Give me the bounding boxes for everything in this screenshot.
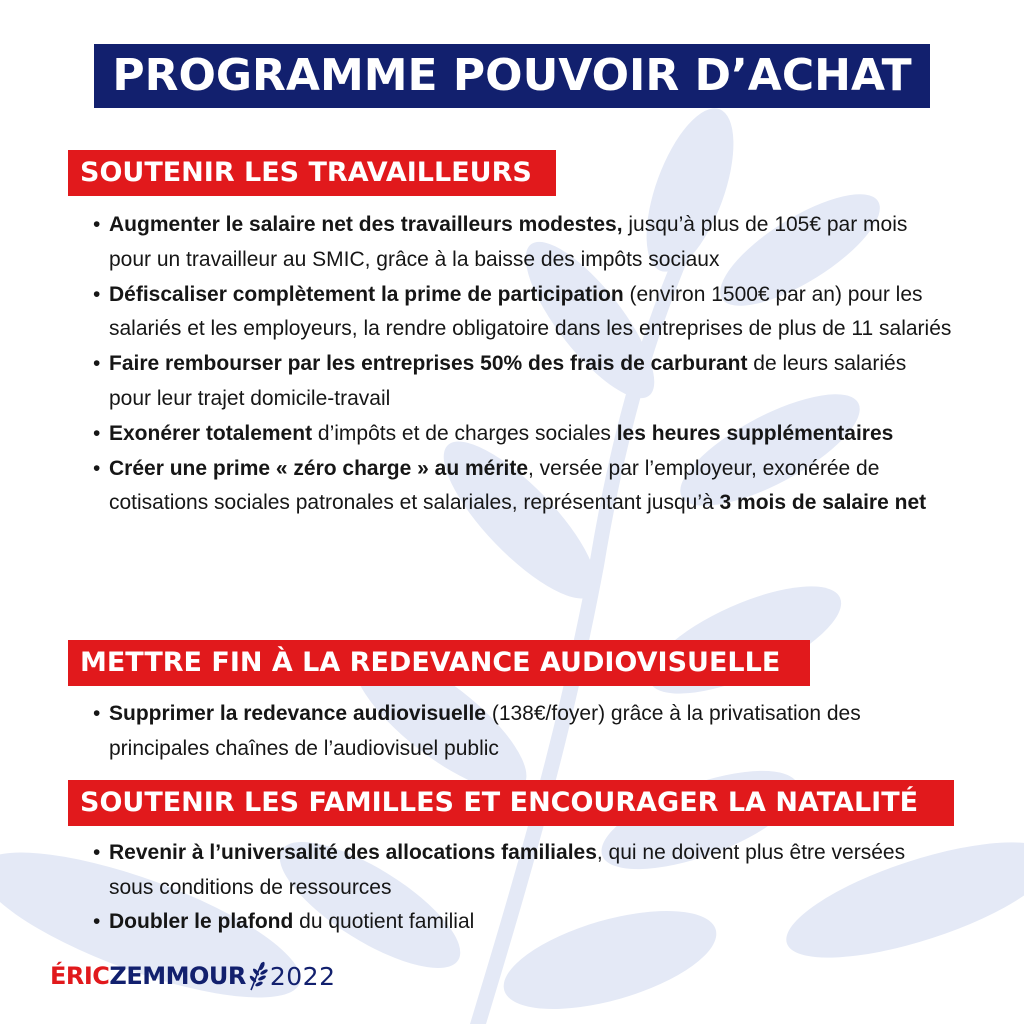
item-text: de leurs salariés pour leur trajet domicile-travail (109, 352, 907, 410)
list-item (92, 905, 952, 940)
list-item (92, 278, 952, 347)
item-bold: Créer une prime « zéro charge » au mérite (109, 456, 529, 480)
item-text: du quotient familial (293, 910, 475, 933)
item-bold-end: 3 mois de salaire net (719, 491, 927, 514)
section-heading-redevance: METTRE FIN À LA REDEVANCE AUDIOVISUELLE (68, 640, 810, 686)
bullet-list-redevance (92, 697, 952, 766)
list-item (92, 417, 952, 452)
item-text: (138€/foyer) grâce à la privatisation des principales chaînes de l’audiovisuel public (109, 702, 861, 760)
item-bold: Défiscaliser complètement la prime de participation (109, 282, 624, 306)
item-text: jusqu’à plus de 105€ par mois pour un travailleur au SMIC, grâce à la baisse des impôts sociaux (109, 213, 908, 271)
item-bold: Exonérer totalement (109, 421, 313, 445)
bullet-list-familles (92, 836, 952, 940)
section-heading-travailleurs: SOUTENIR LES TRAVAILLEURS (68, 150, 556, 196)
item-bold: Doubler le plafond (109, 910, 294, 933)
item-bold: Augmenter le salaire net des travailleurs modestes, (109, 213, 623, 236)
bullet-list-travailleurs (92, 208, 952, 521)
item-text: , qui ne doivent plus être versées sous conditions de ressources (109, 841, 906, 899)
list-item (92, 208, 952, 277)
page-title: PROGRAMME POUVOIR D’ACHAT (94, 44, 930, 108)
list-item (92, 452, 952, 521)
item-bold: Supprimer la redevance audiovisuelle (109, 702, 486, 725)
list-item (92, 836, 952, 905)
olive-branch-icon (247, 961, 269, 991)
list-item (92, 697, 952, 766)
item-bold: Faire rembourser par les entreprises 50% des frais de carburant (109, 352, 748, 375)
item-text: d’impôts et de charges sociales (312, 421, 617, 445)
section-heading-familles: SOUTENIR LES FAMILLES ET ENCOURAGER LA NATALITÉ (68, 780, 954, 826)
list-item (92, 347, 952, 416)
logo-year: 2022 (269, 961, 336, 991)
item-text: , versée par l’employeur, exonérée de cotisations sociales patronales et salariales, représentant jusqu’à (109, 456, 880, 514)
logo-last-name: ZEMMOUR (109, 962, 246, 990)
item-bold: Revenir à l’universalité des allocations familiales (109, 841, 597, 864)
item-bold-end: les heures supplémentaires (616, 421, 894, 445)
logo-first-name: ÉRIC (50, 962, 110, 990)
item-text: (environ 1500€ par an) pour les salariés et les employeurs, la rendre obligatoire dans les entreprises de plus de 11 salariés (109, 282, 952, 340)
campaign-logo (50, 956, 335, 996)
